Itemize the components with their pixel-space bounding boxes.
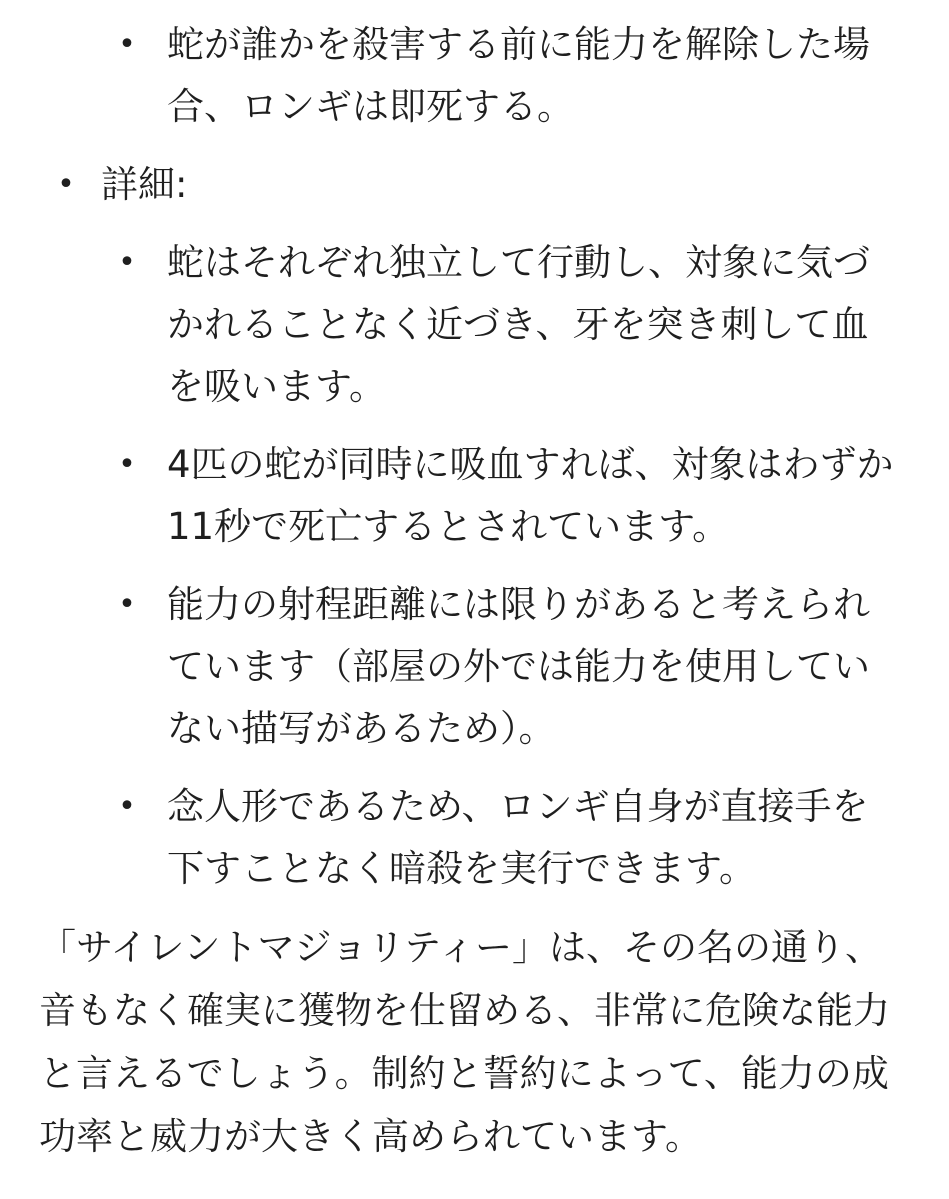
summary-paragraph: 「サイレントマジョリティー」は、その名の通り、音もなく確実に獲物を仕留める、非常に危険な能力と言えるでしょう。制約と誓約によって、能力の成功率と威力が大きく高められています。 <box>39 926 890 1158</box>
details-heading: 詳細: <box>101 163 188 206</box>
bullet-icon: • <box>57 167 75 202</box>
list-item <box>0 14 905 138</box>
list-item-text: 念人形であるため、ロンギ自身が直接手を下すことなく暗殺を実行できます。 <box>167 785 869 890</box>
list-item <box>0 574 905 760</box>
list-item <box>0 232 905 418</box>
list-item-text: 能力の射程距離には限りがあると考えられています（部屋の外では能力を使用していない描写があるため）。 <box>167 583 870 750</box>
bullet-icon: • <box>118 587 136 622</box>
list-item <box>0 776 905 900</box>
bullet-icon: • <box>118 245 136 280</box>
bullet-icon: • <box>118 27 136 62</box>
bullet-icon: • <box>118 447 136 482</box>
list-item-text: 蛇はそれぞれ独立して行動し、対象に気づかれることなく近づき、牙を突き刺して血を吸います。 <box>167 241 870 408</box>
list-item-text: 4匹の蛇が同時に吸血すれば、対象はわずか11秒で死亡するとされています。 <box>167 443 894 548</box>
list-item-details <box>0 154 901 216</box>
list-item-text: 蛇が誰かを殺害する前に能力を解除した場合、ロンギは即死する。 <box>167 23 870 128</box>
bullet-icon: • <box>118 789 136 824</box>
document-body <box>0 14 949 916</box>
list-item <box>0 434 905 558</box>
